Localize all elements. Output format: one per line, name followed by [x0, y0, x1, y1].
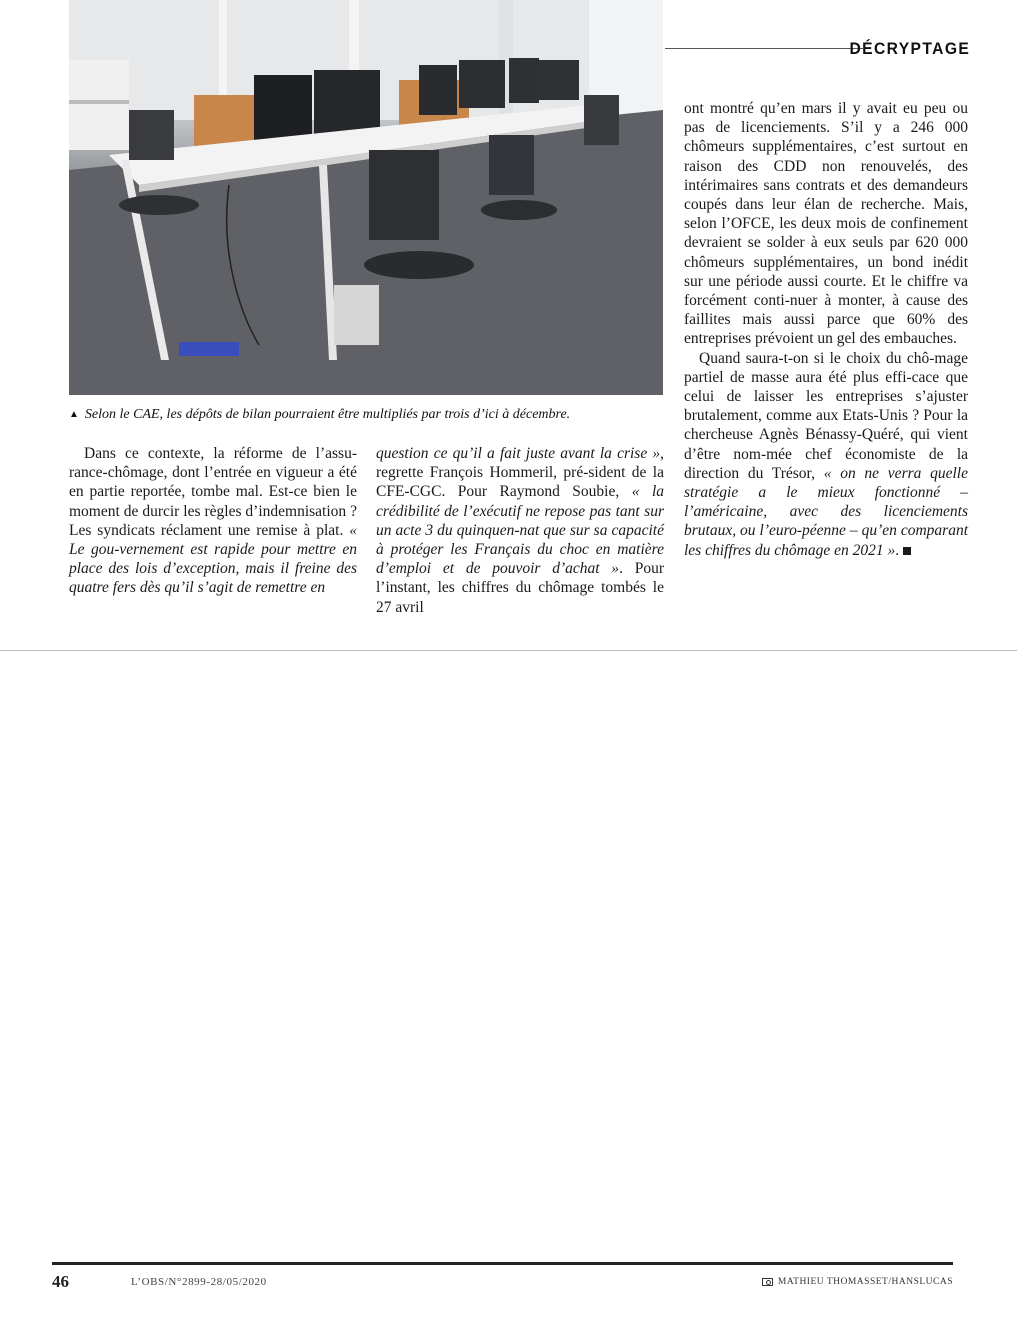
caption-text: Selon le CAE, les dépôts de bilan pourraient être multipliés par trois d’ici à décembre.: [84, 407, 571, 422]
paragraph: [684, 349, 968, 560]
quote-text: question ce qu’il a fait juste avant la crise »: [376, 445, 661, 462]
body-text: , regrette François Hommeril, pré-sident de la CFE-CGC. Pour Raymond Soubie,: [376, 445, 664, 501]
page-number: 46: [52, 1272, 69, 1291]
quote-text: « la crédibilité de l’exécutif ne repose pas tant sur un acte 3 du quinquen-nat que sur sa capacité à protéger les Français du choc en matière d’emploi et de pouvoir d’achat »: [376, 483, 664, 578]
photo-credit: [762, 1277, 953, 1287]
section-label: DÉCRYPTAGE: [849, 39, 970, 58]
body-text: Quand saura-t-on si le choix du chô-mage partiel de masse aura été plus effi-cace que celui de laisser les entreprises s’ajuster brutalement, comme aux Etats-Unis ? Pour la chercheuse Agnès Bénassy-Quéré, qui vient d’être nom-mée chef économiste de la direction du Trésor,: [684, 349, 968, 482]
body-text: . Pour l’instant, les chiffres du chômage tombés le 27 avril: [376, 560, 664, 616]
article-column-2: [376, 444, 664, 617]
paragraph: [376, 444, 664, 617]
quote-text: « on ne verra quelle stratégie a le mieux fonctionné – l’américaine, avec des licenciements brutaux, ou l’euro-péenne – qu’en comparant les chiffres du chômage en 2021 »: [684, 464, 968, 559]
content-divider: [0, 650, 1017, 651]
caption-triangle-icon: ▲: [69, 409, 79, 420]
photo-caption: [69, 405, 669, 425]
body-text: Dans ce contexte, la réforme de l’assu-rance-chômage, dont l’entrée en vigueur a été en partie reportée, tombe mal. Est-ce bien le moment de durcir les règles d’indemnisation ? Les syndicats réclament une remise à plat.: [69, 445, 357, 539]
publication-info: L’OBS/N°2899-28/05/2020: [131, 1276, 267, 1288]
photo-credit-text: MATHIEU THOMASSET/HANSLUCAS: [777, 1277, 953, 1287]
quote-text: « Le gou-vernement est rapide pour mettre en place des lois d’exception, mais il freine des quatre fers dès qu’il s’agit de remettre en: [69, 521, 357, 597]
article-column-3: [684, 99, 968, 560]
body-text: .: [895, 541, 900, 559]
article-photo: [69, 0, 663, 395]
end-of-article-square-icon: [903, 547, 911, 555]
office-scene-illustration: [69, 0, 663, 395]
paragraph: [69, 444, 357, 598]
body-text: ont montré qu’en mars il y avait eu peu ou pas de licenciements. S’il y a 246 000 chômeurs supplémentaires, c’est surtout en raison des CDD non renouvelés, des intérimaires sans contrats et des demandeurs coupés dans leur élan de recherche. Mais, selon l’OFCE, les deux mois de confinement devraient se solder à eux seuls par 620 000 chômeurs supplémentaires, un bond inédit sur une période aussi courte. Et le chiffre va forcément conti-nuer à monter, à cause des faillites mais aussi parce que 60% des entreprises prévoient un gel des embauches.: [684, 100, 968, 348]
camera-icon: [762, 1278, 773, 1286]
article-column-1: [69, 444, 357, 598]
paragraph: [684, 99, 968, 349]
section-rule: [665, 48, 863, 49]
footer-rule: [52, 1262, 953, 1265]
